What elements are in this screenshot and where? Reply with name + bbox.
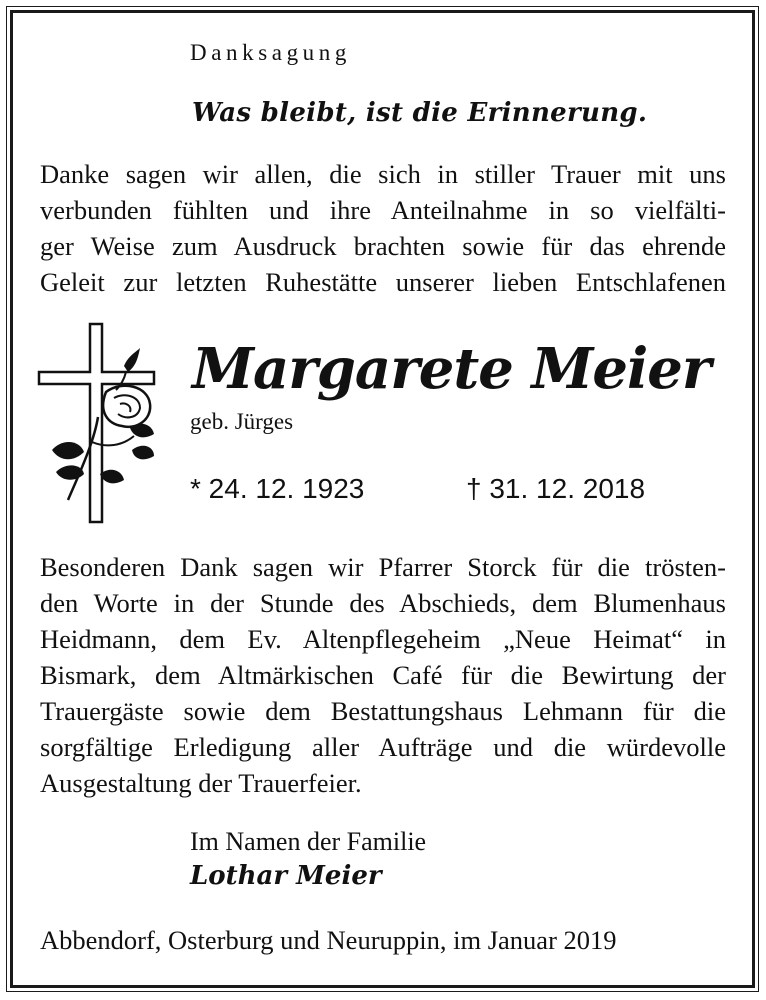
cross-with-rose-icon: [36, 322, 160, 526]
notice-heading: Danksagung: [190, 40, 351, 65]
thanks-line: Ausgestaltung der Trauerfeier.: [40, 768, 362, 798]
intro-line: Danke sagen wir allen, die sich in stiller Trauer mit uns: [40, 159, 726, 189]
place-date: Abbendorf, Osterburg und Neuruppin, im Januar 2019: [40, 925, 617, 955]
thanks-line: Heidmann, dem Ev. Altenpflegeheim „Neue Heimat“ in: [40, 624, 726, 654]
signer-name: Lothar Meier: [190, 861, 382, 891]
intro-line: ger Weise zum Ausdruck brachten sowie für das ehrende: [40, 231, 726, 261]
thanks-line: den Worte in der Stunde des Abschieds, dem Blumenhaus: [40, 588, 726, 618]
intro-paragraph: [40, 156, 726, 300]
thanks-line: Trauergäste sowie dem Bestattungshaus Lehmann für die: [40, 696, 726, 726]
motto: Was bleibt, ist die Erinnerung.: [192, 98, 648, 128]
thanks-line: Bismark, dem Altmärkischen Café für die Bewirtung der: [40, 660, 726, 690]
birth-name: geb. Jürges: [190, 409, 294, 434]
thanks-paragraph: [40, 549, 726, 801]
deceased-name: Margarete Meier: [192, 336, 711, 402]
thanks-line: Besonderen Dank sagen wir Pfarrer Storck für die trösten-: [40, 552, 726, 582]
intro-line: Geleit zur letzten Ruhestätte unserer lieben Entschlafenen: [40, 267, 726, 297]
closing-phrase: Im Namen der Familie: [190, 827, 427, 856]
intro-line: verbunden fühlten und ihre Anteilnahme in so vielfälti-: [40, 195, 726, 225]
death-date: † 31. 12. 2018: [466, 473, 646, 504]
thanks-line: sorgfältige Erledigung aller Aufträge und die würdevolle: [40, 732, 726, 762]
birth-date: * 24. 12. 1923: [190, 473, 365, 504]
